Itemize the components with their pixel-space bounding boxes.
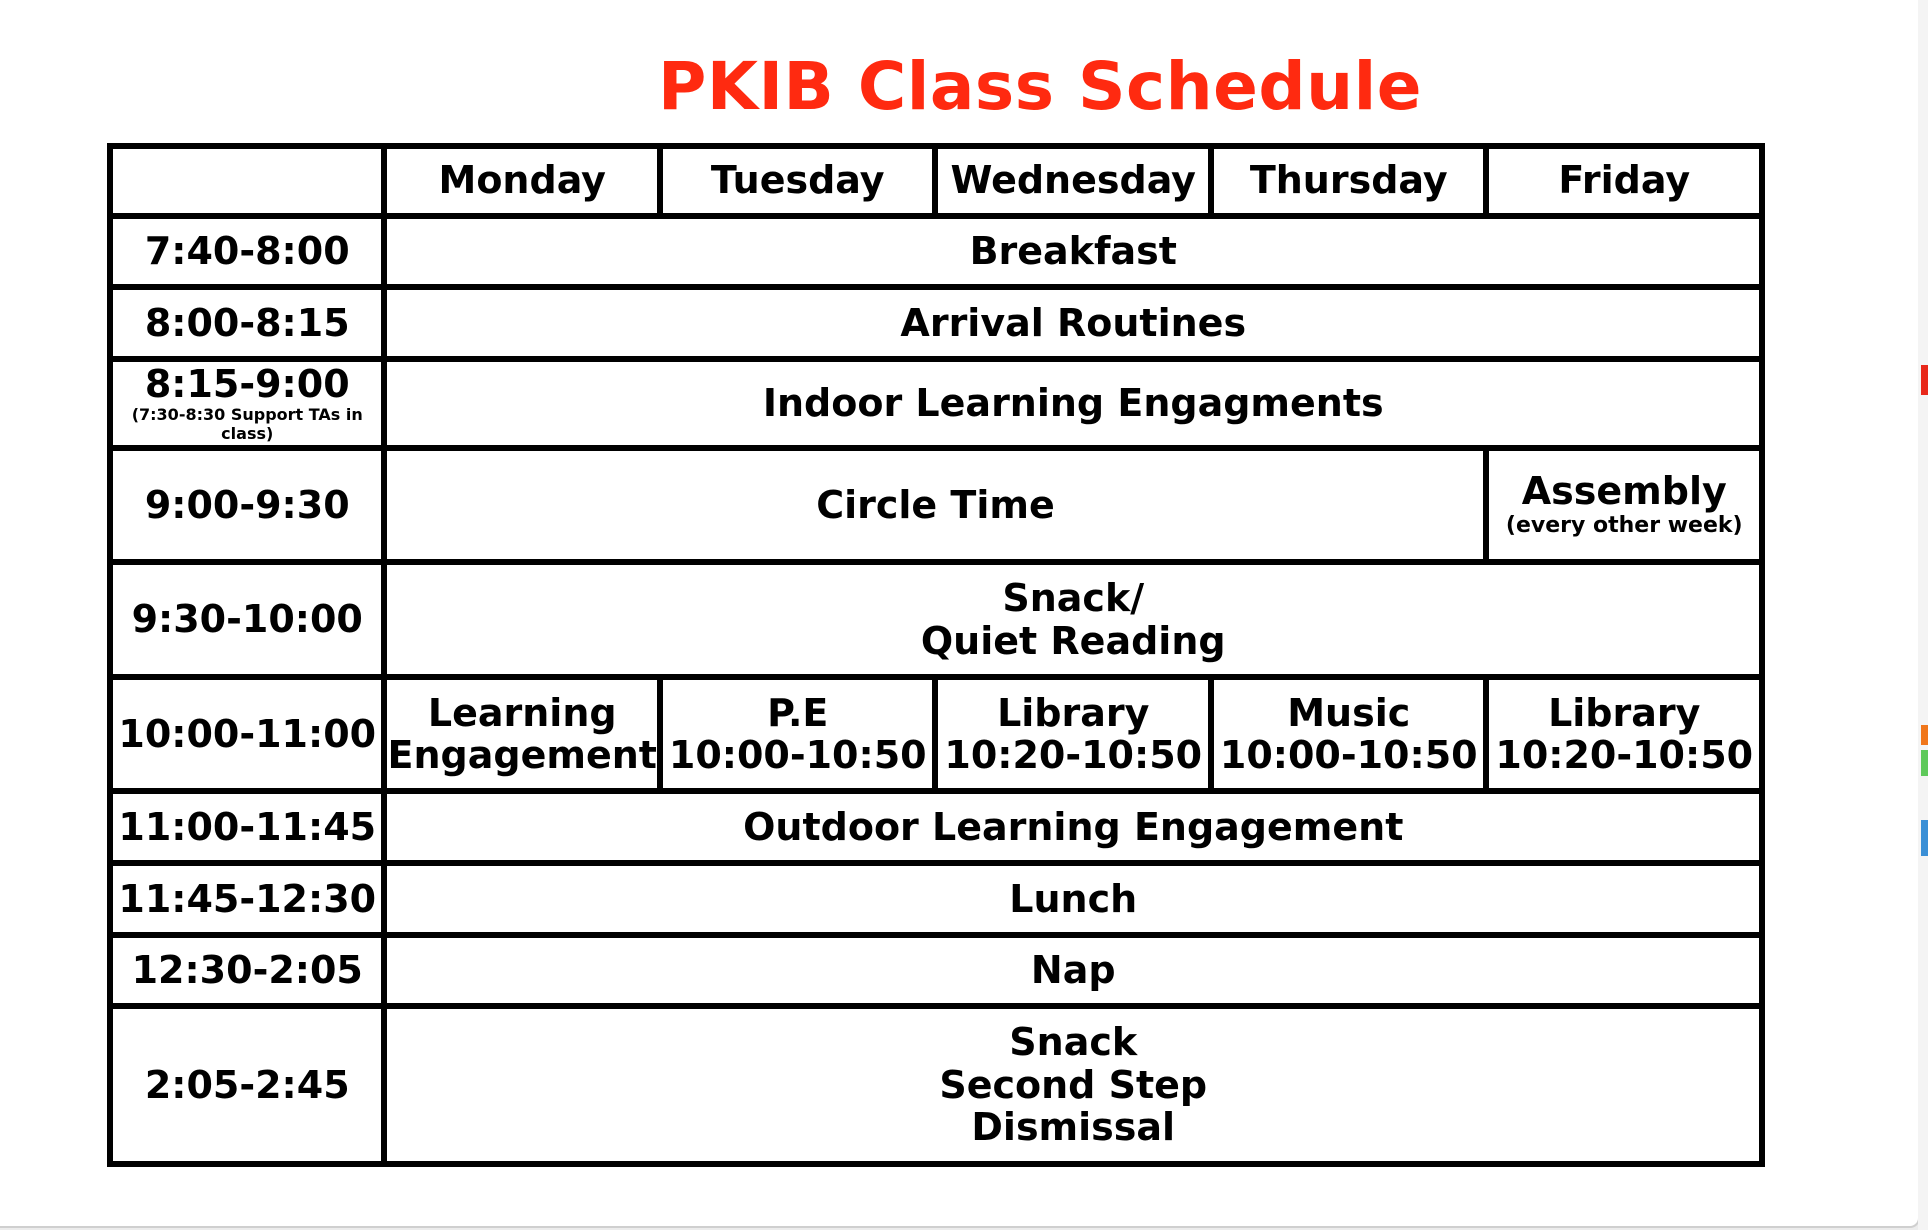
activity-line: Snack/ bbox=[1002, 576, 1145, 620]
assembly-note: (every other week) bbox=[1505, 513, 1743, 538]
header-row bbox=[113, 149, 1759, 213]
table-row bbox=[113, 451, 1759, 560]
activity-line: 10:00-10:50 bbox=[668, 733, 927, 778]
activity-assembly bbox=[1489, 451, 1759, 560]
day-header-friday: Friday bbox=[1489, 149, 1759, 213]
activity-arrival: Arrival Routines bbox=[387, 290, 1759, 356]
activity-line: 10:20-10:50 bbox=[1495, 733, 1754, 778]
schedule-title: PKIB Class Schedule bbox=[657, 48, 1423, 125]
table-row bbox=[113, 362, 1759, 445]
time-cell: 12:30-2:05 bbox=[113, 938, 381, 1004]
time-cell: 11:45-12:30 bbox=[113, 866, 381, 932]
table-row bbox=[113, 794, 1759, 860]
activity-nap: Nap bbox=[387, 938, 1759, 1004]
activity-wednesday-library bbox=[938, 680, 1208, 789]
activity-line: Library bbox=[997, 690, 1150, 735]
table-row bbox=[113, 565, 1759, 674]
activity-line: Engagement bbox=[387, 733, 657, 778]
time-cell: 9:30-10:00 bbox=[113, 565, 381, 674]
activity-line: Learning bbox=[427, 690, 617, 735]
activity-line: Music bbox=[1287, 690, 1411, 735]
time-cell: 2:05-2:45 bbox=[113, 1009, 381, 1161]
table-row bbox=[113, 290, 1759, 356]
time-cell: 8:00-8:15 bbox=[113, 290, 381, 356]
table-row bbox=[113, 866, 1759, 932]
activity-outdoor: Outdoor Learning Engagement bbox=[387, 794, 1759, 860]
table-row bbox=[113, 938, 1759, 1004]
activity-monday-engagement bbox=[387, 680, 657, 789]
activity-line: Snack bbox=[1009, 1020, 1138, 1065]
activity-circle-time: Circle Time bbox=[387, 451, 1483, 560]
table-row bbox=[113, 680, 1759, 789]
schedule-table bbox=[107, 143, 1765, 1167]
activity-thursday-music bbox=[1214, 680, 1484, 789]
edge-accent bbox=[1921, 365, 1928, 395]
time-label: 8:15-9:00 bbox=[144, 361, 350, 406]
day-header-tuesday: Tuesday bbox=[663, 149, 933, 213]
time-cell: 7:40-8:00 bbox=[113, 219, 381, 285]
corner-cell bbox=[113, 149, 381, 213]
edge-accent bbox=[1921, 750, 1928, 776]
activity-snack-reading bbox=[387, 565, 1759, 674]
edge-accent bbox=[1921, 725, 1928, 745]
table-row bbox=[113, 1009, 1759, 1161]
window-edge bbox=[1918, 0, 1928, 1230]
activity-friday-library bbox=[1489, 680, 1759, 789]
activity-line: Library bbox=[1548, 690, 1701, 735]
activity-line: Dismissal bbox=[971, 1105, 1176, 1150]
time-cell: 9:00-9:30 bbox=[113, 451, 381, 560]
edge-accent bbox=[1921, 820, 1928, 856]
activity-indoor: Indoor Learning Engagments bbox=[387, 362, 1759, 445]
activity-afternoon bbox=[387, 1009, 1759, 1161]
activity-lunch: Lunch bbox=[387, 866, 1759, 932]
activity-line: 10:00-10:50 bbox=[1219, 733, 1478, 778]
day-header-monday: Monday bbox=[387, 149, 657, 213]
time-cell bbox=[113, 362, 381, 445]
activity-line: Quiet Reading bbox=[920, 618, 1226, 663]
activity-tuesday-pe bbox=[663, 680, 933, 789]
activity-line: 10:20-10:50 bbox=[944, 733, 1203, 778]
activity-line: Second Step bbox=[939, 1062, 1208, 1107]
table-row bbox=[113, 219, 1759, 285]
activity-line: P.E bbox=[767, 690, 829, 735]
assembly-label: Assembly bbox=[1521, 469, 1727, 514]
time-cell: 10:00-11:00 bbox=[113, 680, 381, 789]
activity-breakfast: Breakfast bbox=[387, 219, 1759, 285]
time-cell: 11:00-11:45 bbox=[113, 794, 381, 860]
day-header-wednesday: Wednesday bbox=[938, 149, 1208, 213]
day-header-thursday: Thursday bbox=[1214, 149, 1484, 213]
time-note: (7:30-8:30 Support TAs in class) bbox=[131, 405, 363, 444]
